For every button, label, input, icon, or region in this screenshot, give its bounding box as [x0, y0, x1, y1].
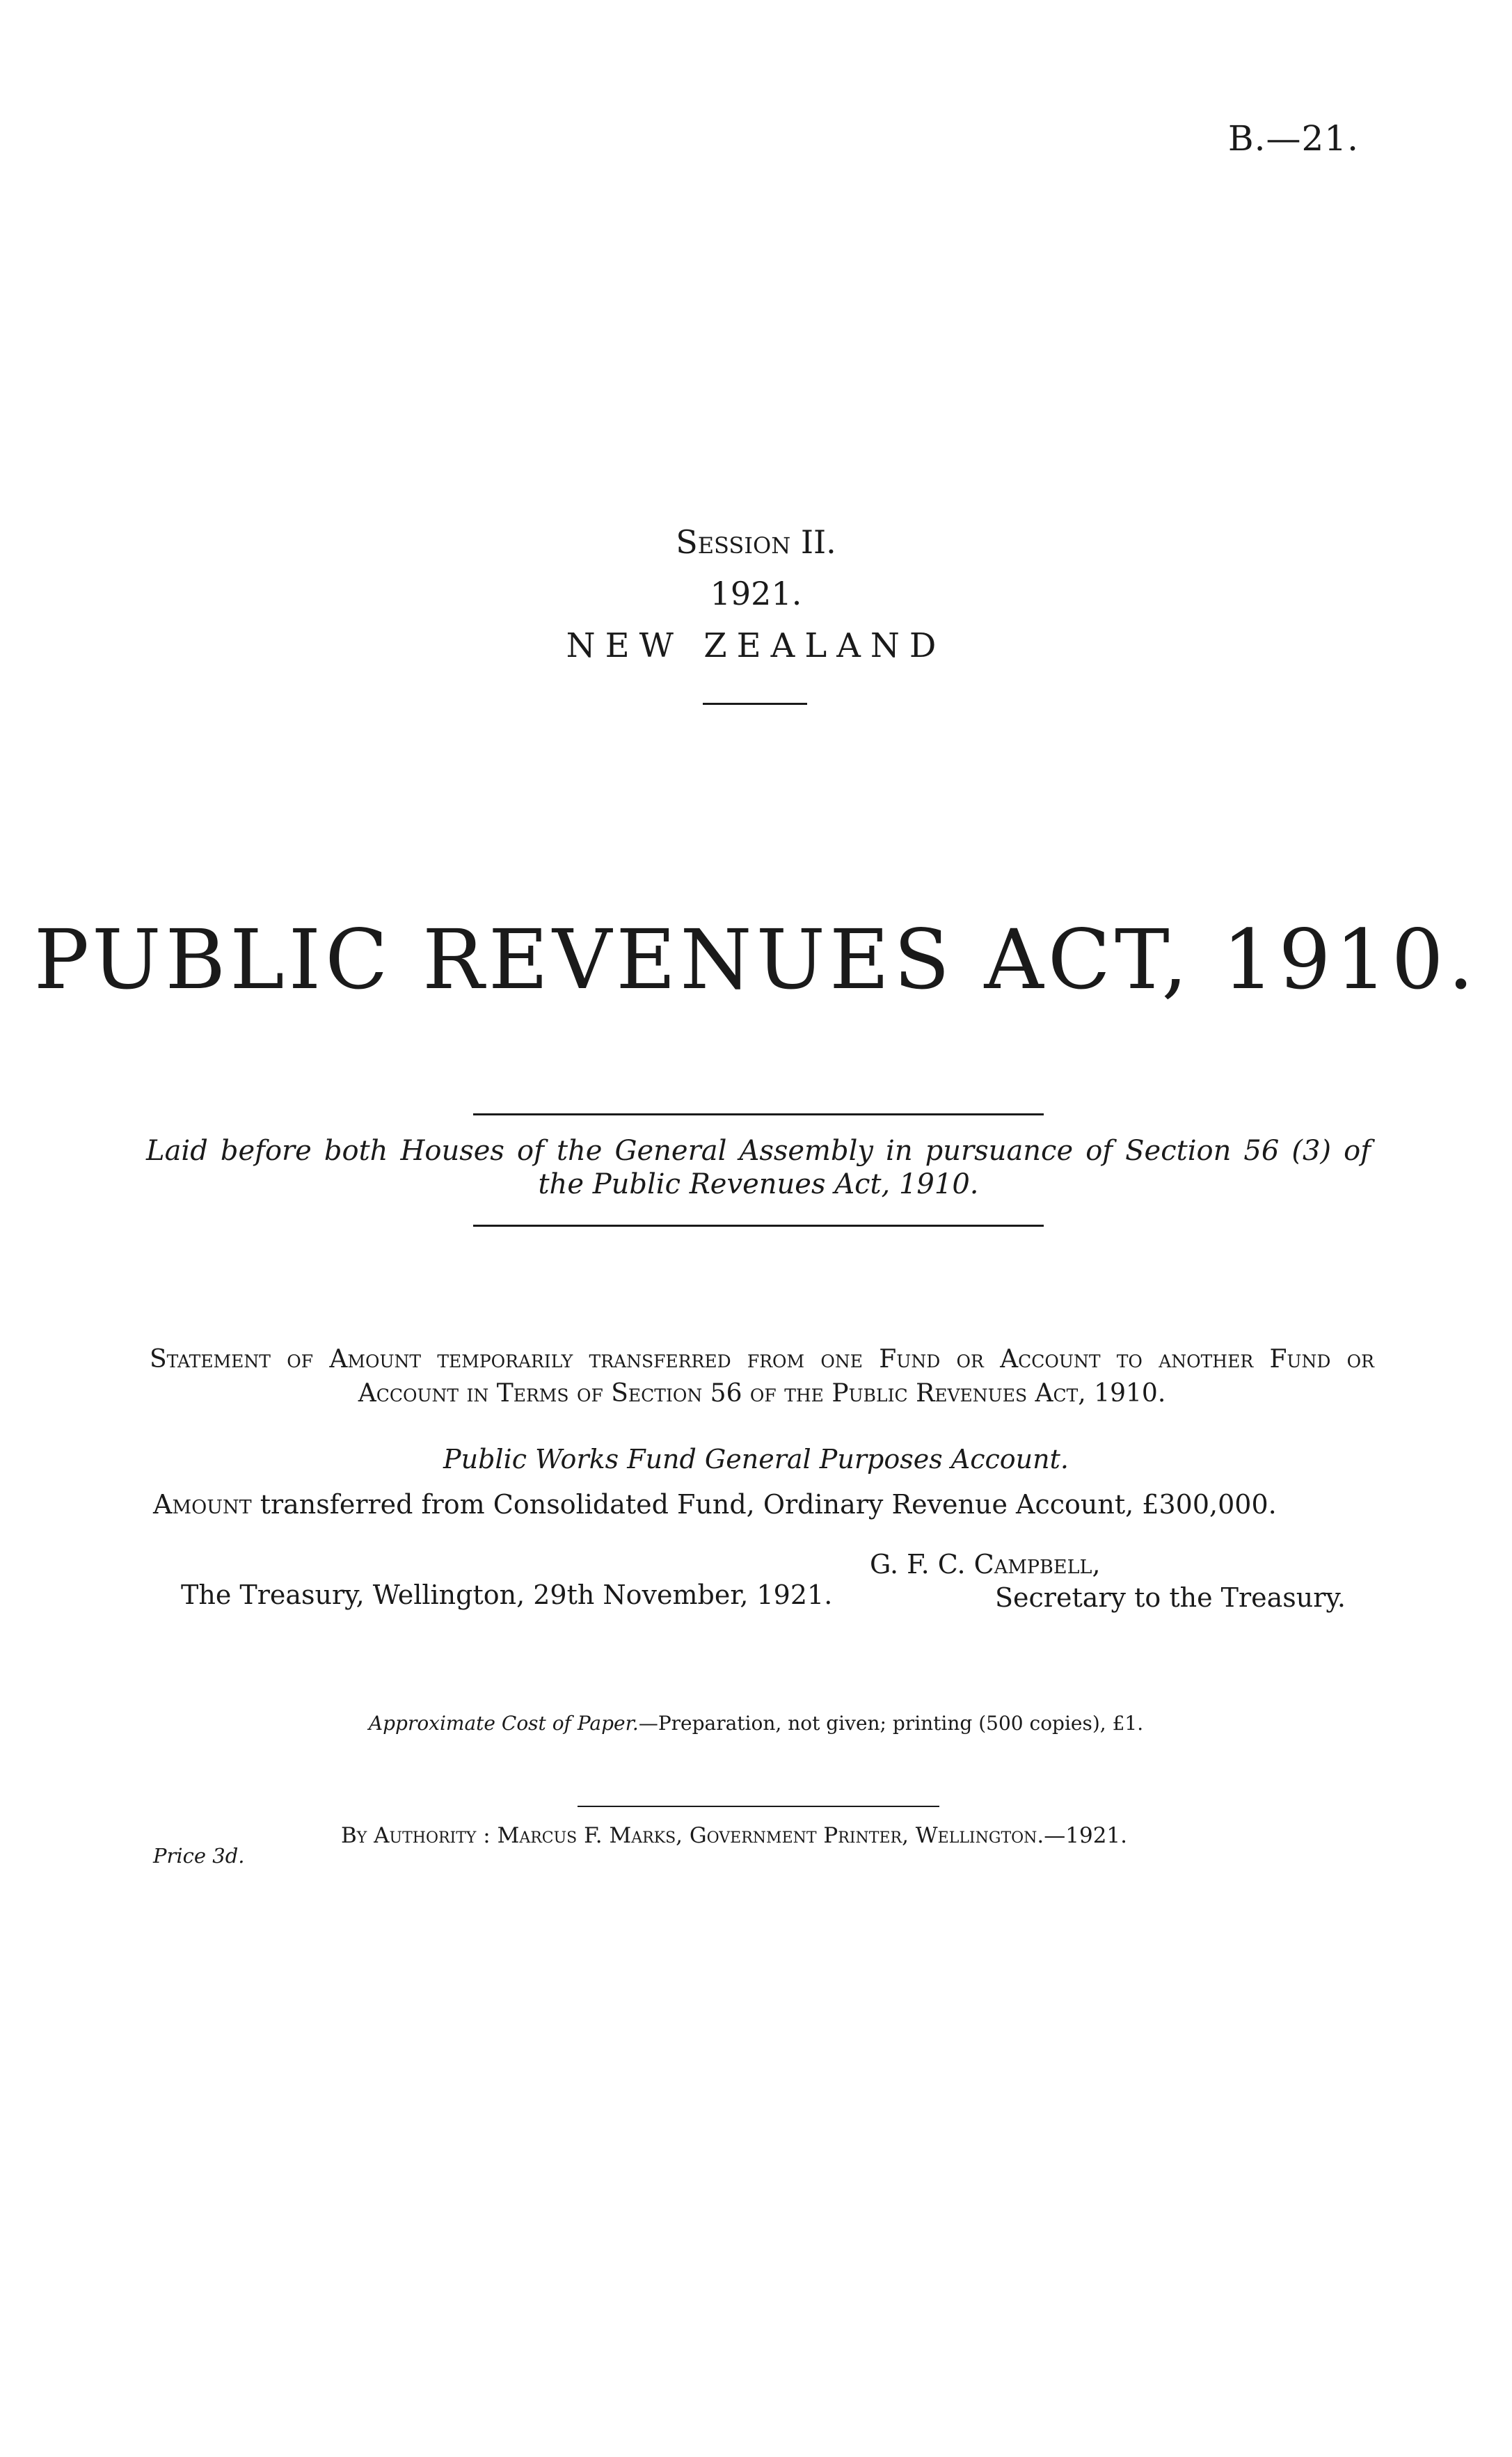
amount-label: Amount [153, 1489, 252, 1520]
year-label: 1921. [710, 575, 802, 612]
divider [703, 703, 807, 705]
cost-note [0, 1712, 1512, 1735]
document-reference: B.—21. [1227, 118, 1359, 159]
dateline: The Treasury, Wellington, 29th November, 1921. [181, 1580, 833, 1610]
amount-text: transferred from Consolidated Fund, Ordinary Revenue Account, £300,000. [260, 1489, 1277, 1520]
document-title: PUBLIC REVENUES ACT, 1910. [33, 912, 1479, 1008]
cost-note-label: Approximate Cost of Paper. [368, 1712, 639, 1735]
signatory-name: G. F. C. Campbell, [870, 1549, 1101, 1580]
account-name: Public Works Fund General Purposes Account. [443, 1444, 1069, 1474]
signatory-title: Secretary to the Treasury. [995, 1582, 1346, 1613]
divider [473, 1225, 1044, 1227]
divider [578, 1806, 939, 1807]
printer-imprint: By Authority : Marcus F. Marks, Government Printer, Wellington.—1921. [341, 1823, 1128, 1848]
statement-heading: Statement of Amount temporarily transferred from one Fund or Account to another Fund or Account in Terms of Section 56 of the Public Revenues Act, 1910. [150, 1345, 1374, 1408]
country-label: NEW ZEALAND [566, 626, 946, 665]
session-label: Session II. [676, 523, 836, 561]
divider [473, 1113, 1044, 1115]
price-label: Price 3d. [153, 1844, 245, 1868]
signature-block [870, 1548, 1357, 1614]
cost-note-text: —Preparation, not given; printing (500 copies), £1. [638, 1712, 1144, 1735]
amount-line [153, 1489, 1277, 1520]
laid-before-note: Laid before both Houses of the General Assembly in pursuance of Section 56 (3) of the Public Revenues Act, 1910. [146, 1135, 1371, 1200]
